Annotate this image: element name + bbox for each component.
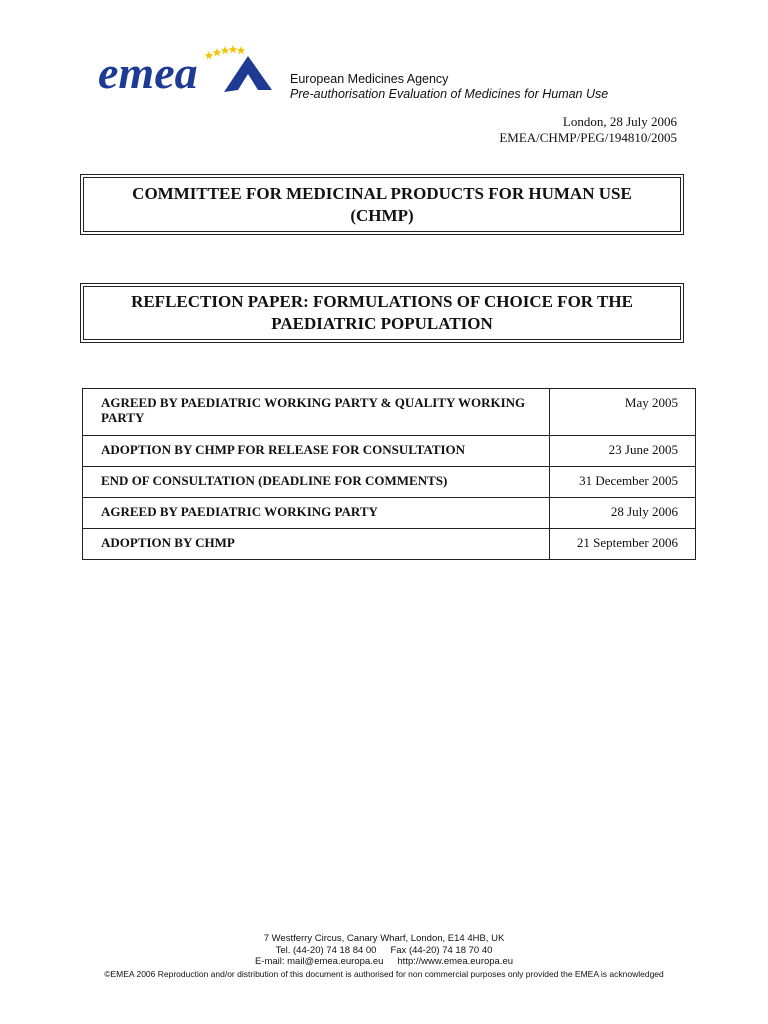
milestone-label: AGREED BY PAEDIATRIC WORKING PARTY & QUALITY WORKING PARTY <box>83 389 550 436</box>
milestone-label: AGREED BY PAEDIATRIC WORKING PARTY <box>83 498 550 529</box>
milestone-label: END OF CONSULTATION (DEADLINE FOR COMMENTS) <box>83 467 550 498</box>
page-footer <box>0 933 768 980</box>
milestone-date: 21 September 2006 <box>550 529 696 560</box>
footer-address: 7 Westferry Circus, Canary Wharf, London, E14 4HB, UK <box>263 933 505 944</box>
location-date: London, 28 July 2006 <box>562 114 677 129</box>
footer-contact-line <box>0 956 768 968</box>
footer-phone-line <box>0 945 768 957</box>
milestone-date: 28 July 2006 <box>550 498 696 529</box>
footer-email[interactable]: E-mail: mail@emea.europa.eu <box>254 956 384 967</box>
agency-block <box>290 72 608 102</box>
logo-a-swoosh <box>224 56 272 92</box>
table-row <box>83 467 696 498</box>
agency-name: European Medicines Agency <box>290 72 449 86</box>
committee-title-line2: (CHMP) <box>350 205 414 225</box>
logo-wordmark: emea <box>98 47 198 98</box>
committee-box <box>80 174 684 235</box>
milestone-date: May 2005 <box>550 389 696 436</box>
document-meta <box>499 114 677 146</box>
eu-stars-icon <box>205 45 246 59</box>
milestone-date: 31 December 2005 <box>550 467 696 498</box>
table-row <box>83 498 696 529</box>
committee-title-line1: COMMITTEE FOR MEDICINAL PRODUCTS FOR HUMAN USE <box>132 183 632 203</box>
agency-subtitle: Pre-authorisation Evaluation of Medicines for Human Use <box>290 87 609 101</box>
table-row <box>83 529 696 560</box>
footer-tel: Tel. (44-20) 74 18 84 00 <box>275 944 377 956</box>
paper-title-box <box>80 283 684 343</box>
footer-copyright: ©EMEA 2006 Reproduction and/or distribution of this document is authorised for non commercial purposes only provided the EMEA is acknowledged <box>104 968 664 979</box>
footer-website[interactable]: http://www.emea.europa.eu <box>397 956 514 967</box>
paper-title-line1: REFLECTION PAPER: FORMULATIONS OF CHOICE FOR THE <box>131 292 633 311</box>
milestone-date: 23 June 2005 <box>550 436 696 467</box>
table-row <box>83 389 696 436</box>
milestones-table <box>82 388 696 560</box>
footer-fax: Fax (44-20) 74 18 70 40 <box>390 944 493 956</box>
emea-logo <box>96 40 280 100</box>
milestone-label: ADOPTION BY CHMP <box>83 529 550 560</box>
milestone-label: ADOPTION BY CHMP FOR RELEASE FOR CONSULTATION <box>83 436 550 467</box>
paper-title-line2: PAEDIATRIC POPULATION <box>271 314 493 333</box>
table-row <box>83 436 696 467</box>
document-reference: EMEA/CHMP/PEG/194810/2005 <box>499 130 677 145</box>
